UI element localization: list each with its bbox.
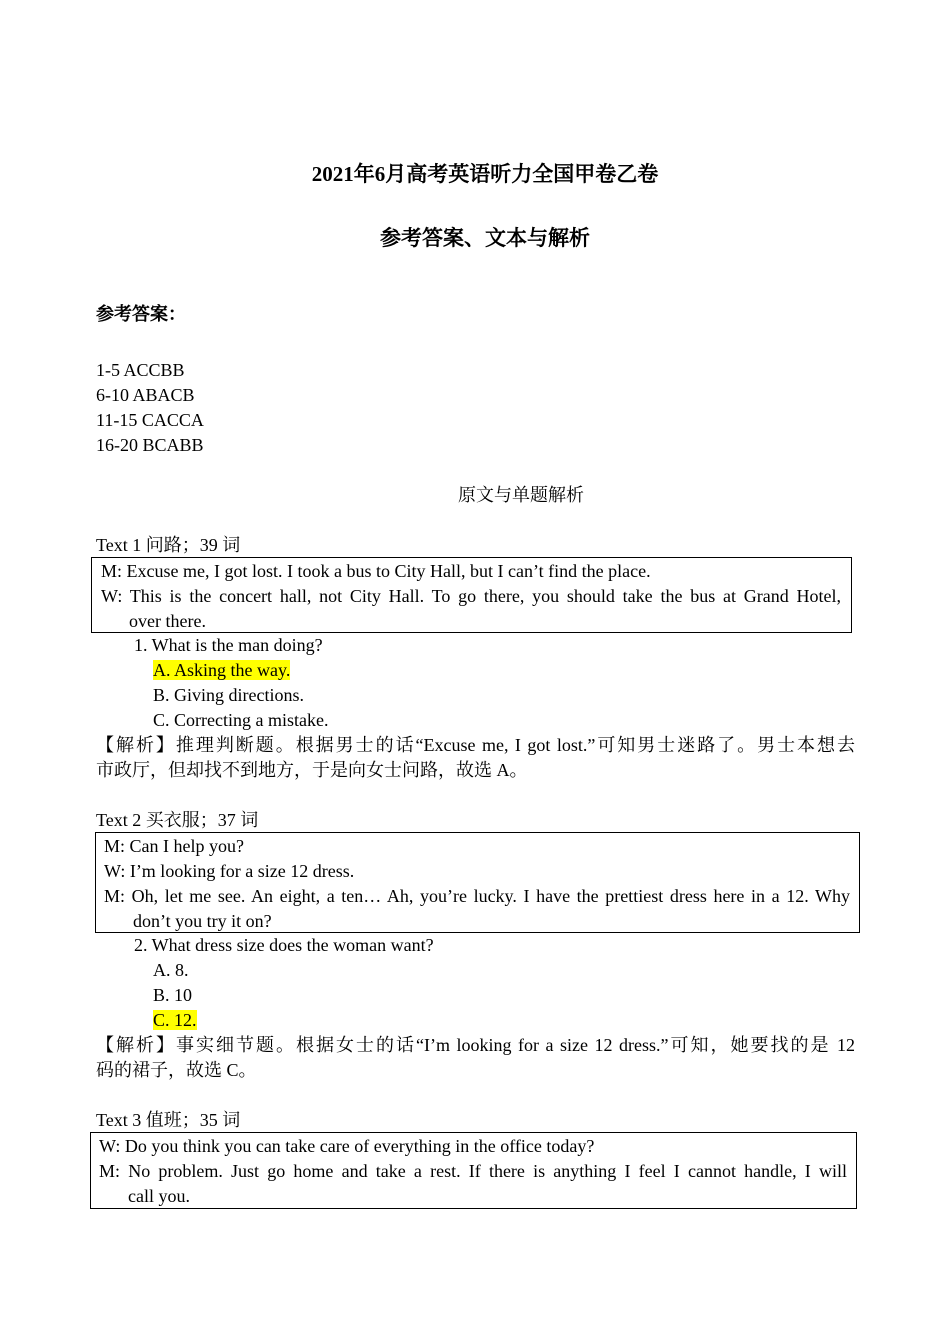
text3-heading: Text 3 值班；35 词 <box>96 1110 241 1130</box>
transcript-line: over there. <box>129 611 206 631</box>
transcript-line: don’t you try it on? <box>133 911 272 931</box>
section-heading: 原文与单题解析 <box>458 485 584 505</box>
document-title: 2021年6月高考英语听力全国甲卷乙卷 <box>311 162 659 186</box>
option <box>153 658 290 683</box>
answers-heading: 参考答案： <box>96 304 186 324</box>
transcript-line: call you. <box>128 1186 190 1206</box>
analysis-line: 【解析】推理判断题。根据男士的话“Excuse me, I got lost.”可知男士迷路了。男士本想去 <box>96 735 855 755</box>
transcript-line: M: Can I help you? <box>104 836 244 856</box>
analysis-line: 码的裙子，故选 C。 <box>96 1060 257 1080</box>
option <box>153 1008 197 1033</box>
transcript-line: W: I’m looking for a size 12 dress. <box>104 861 355 881</box>
document-subtitle: 参考答案、文本与解析 <box>380 226 590 250</box>
correct-answer-highlight: A. Asking the way. <box>153 660 291 680</box>
option: B. Giving directions. <box>153 685 304 705</box>
option: B. 10 <box>153 985 193 1005</box>
transcript-line: M: Oh, let me see. An eight, a ten… Ah, you’re lucky. I have the prettiest dress here in a 12. Why <box>104 886 850 906</box>
analysis-line: 【解析】事实细节题。根据女士的话“I’m looking for a size 12 dress.”可知，她要找的是 12 <box>96 1035 855 1055</box>
option: C. Correcting a mistake. <box>153 710 329 730</box>
question-2: 2. What dress size does the woman want? <box>134 935 434 955</box>
answer-line: 6-10 ABACB <box>96 385 195 405</box>
transcript-line: M: No problem. Just go home and take a rest. If there is anything I feel I cannot handle, I will <box>99 1161 847 1181</box>
option: A. 8. <box>153 960 189 980</box>
correct-answer-highlight: C. 12. <box>153 1010 197 1030</box>
text2-heading: Text 2 买衣服；37 词 <box>96 810 259 830</box>
question-1: 1. What is the man doing? <box>134 635 323 655</box>
transcript-line: M: Excuse me, I got lost. I took a bus to City Hall, but I can’t find the place. <box>101 561 651 581</box>
analysis-line: 市政厅，但却找不到地方，于是向女士问路，故选 A。 <box>96 760 528 780</box>
transcript-line: W: This is the concert hall, not City Hall. To go there, you should take the bus at Grand Hotel, <box>101 586 841 606</box>
text1-heading: Text 1 问路；39 词 <box>96 535 241 555</box>
text1-transcript-box <box>91 557 852 633</box>
answer-line: 16-20 BCABB <box>96 435 204 455</box>
text3-transcript-box <box>90 1132 857 1209</box>
answer-line: 11-15 CACCA <box>96 410 204 430</box>
text2-transcript-box <box>95 832 860 933</box>
transcript-line: W: Do you think you can take care of everything in the office today? <box>99 1136 595 1156</box>
answer-line: 1-5 ACCBB <box>96 360 185 380</box>
